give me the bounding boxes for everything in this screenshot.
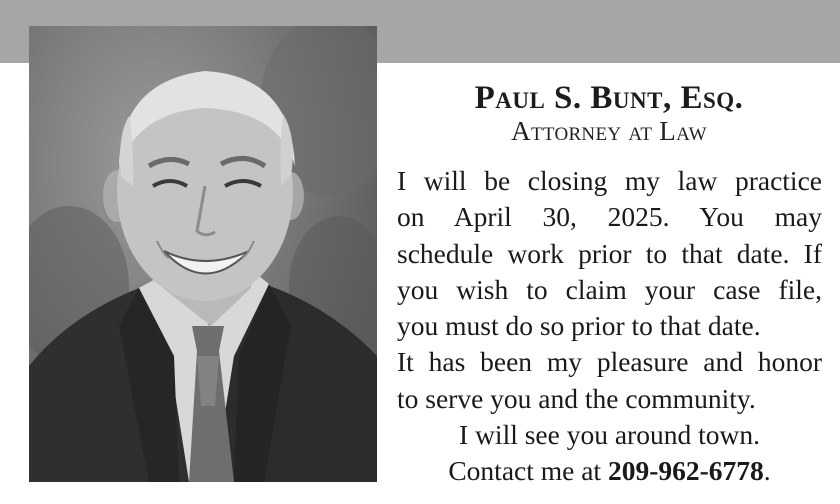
attorney-title: Attorney at Law bbox=[511, 116, 707, 146]
announcement-line-7: to serve you and the community. bbox=[397, 382, 756, 414]
phone-number: 209-962-6778 bbox=[607, 455, 764, 487]
announcement-line-4: you wish to claim your case file, bbox=[397, 273, 822, 305]
contact-line bbox=[397, 453, 822, 489]
contact-suffix: . bbox=[763, 455, 771, 487]
announcement-line-8: I will see you around town. bbox=[459, 419, 760, 451]
announcement-line-6: It has been my pleasure and honor bbox=[397, 346, 822, 378]
announcement-text bbox=[397, 163, 822, 490]
attorney-name: Paul S. Bunt, Esq. bbox=[474, 80, 744, 116]
announcement-line-5: you must do so prior to that date. bbox=[397, 310, 761, 342]
announcement-line-3: schedule work prior to that date. If bbox=[397, 237, 822, 269]
announcement-line-2: on April 30, 2025. You may bbox=[397, 201, 822, 233]
contact-prefix: Contact me at bbox=[448, 455, 602, 487]
attorney-portrait-photo bbox=[29, 26, 377, 482]
announcement-line-1: I will be closing my law practice bbox=[397, 165, 822, 196]
